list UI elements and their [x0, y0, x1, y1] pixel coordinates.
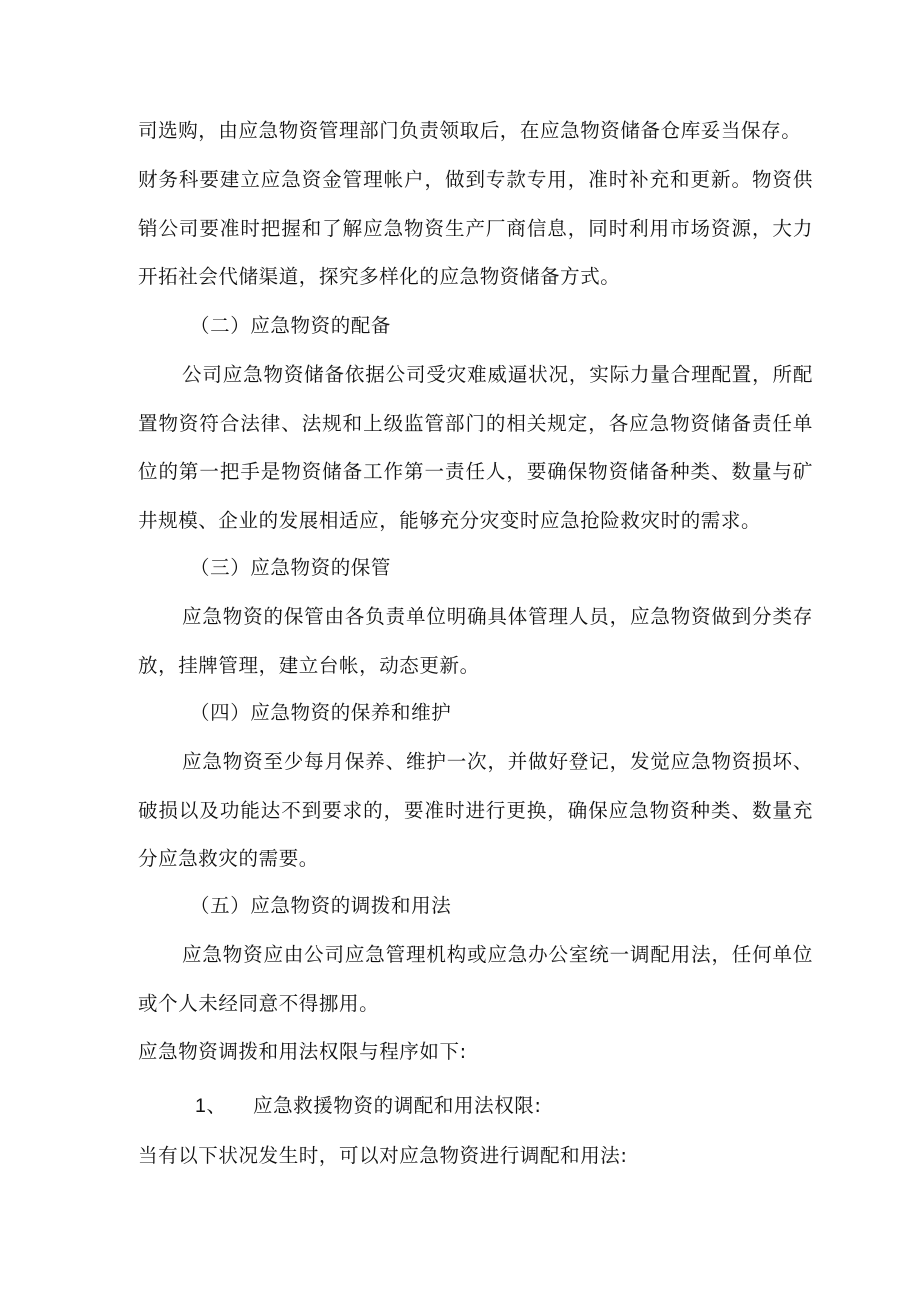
paragraph-maintenance: 应急物资至少每月保养、维护一次，并做好登记，发觉应急物资损坏、破损以及功能达不到要求的，要准时进行更换，确保应急物资种类、数量充分应急救灾的需要。: [138, 750, 813, 870]
section-heading-2: （二）应急物资的配备: [190, 314, 392, 337]
section-heading-3: （三）应急物资的保管: [190, 556, 392, 579]
paragraph-finance: 财务科要建立应急资金管理帐户，做到专款专用，准时补充和更新。物资供销公司要准时把握和了解应急物资生产厂商信息，同时利用市场资源，大力开拓社会代储渠道，探究多样化的应急物资储备方式。: [138, 168, 813, 288]
paragraph-procedure-intro: 应急物资调拨和用法权限与程序如下:: [138, 1040, 467, 1063]
item-text: 应急救援物资的调配和用法权限:: [253, 1094, 542, 1117]
paragraph-conditions: 当有以下状况发生时，可以对应急物资进行调配和用法:: [138, 1144, 628, 1167]
section-heading-5: （五）应急物资的调拨和用法: [190, 894, 452, 917]
paragraph-custody: 应急物资的保管由各负责单位明确具体管理人员，应急物资做到分类存放，挂牌管理，建立台帐，动态更新。: [138, 605, 813, 677]
paragraph-dispatch: 应急物资应由公司应急管理机构或应急办公室统一调配用法，任何单位或个人未经同意不得挪用。: [138, 943, 813, 1015]
paragraph-storage: 司选购，由应急物资管理部门负责领取后，在应急物资储备仓库妥当保存。: [138, 119, 802, 142]
numbered-item-1: [195, 1082, 542, 1130]
paragraph-allocation: 公司应急物资储备依据公司受灾难威逼状况，实际力量合理配置，所配置物资符合法律、法规和上级监管部门的相关规定，各应急物资储备责任单位的第一把手是物资储备工作第一责任人，要确保物资储备种类、数量与矿井规模、企业的发展相适应，能够充分灾变时应急抢险救灾时的需求。: [138, 363, 813, 532]
item-number: 1、: [195, 1095, 227, 1117]
section-heading-4: （四）应急物资的保养和维护: [190, 701, 452, 724]
